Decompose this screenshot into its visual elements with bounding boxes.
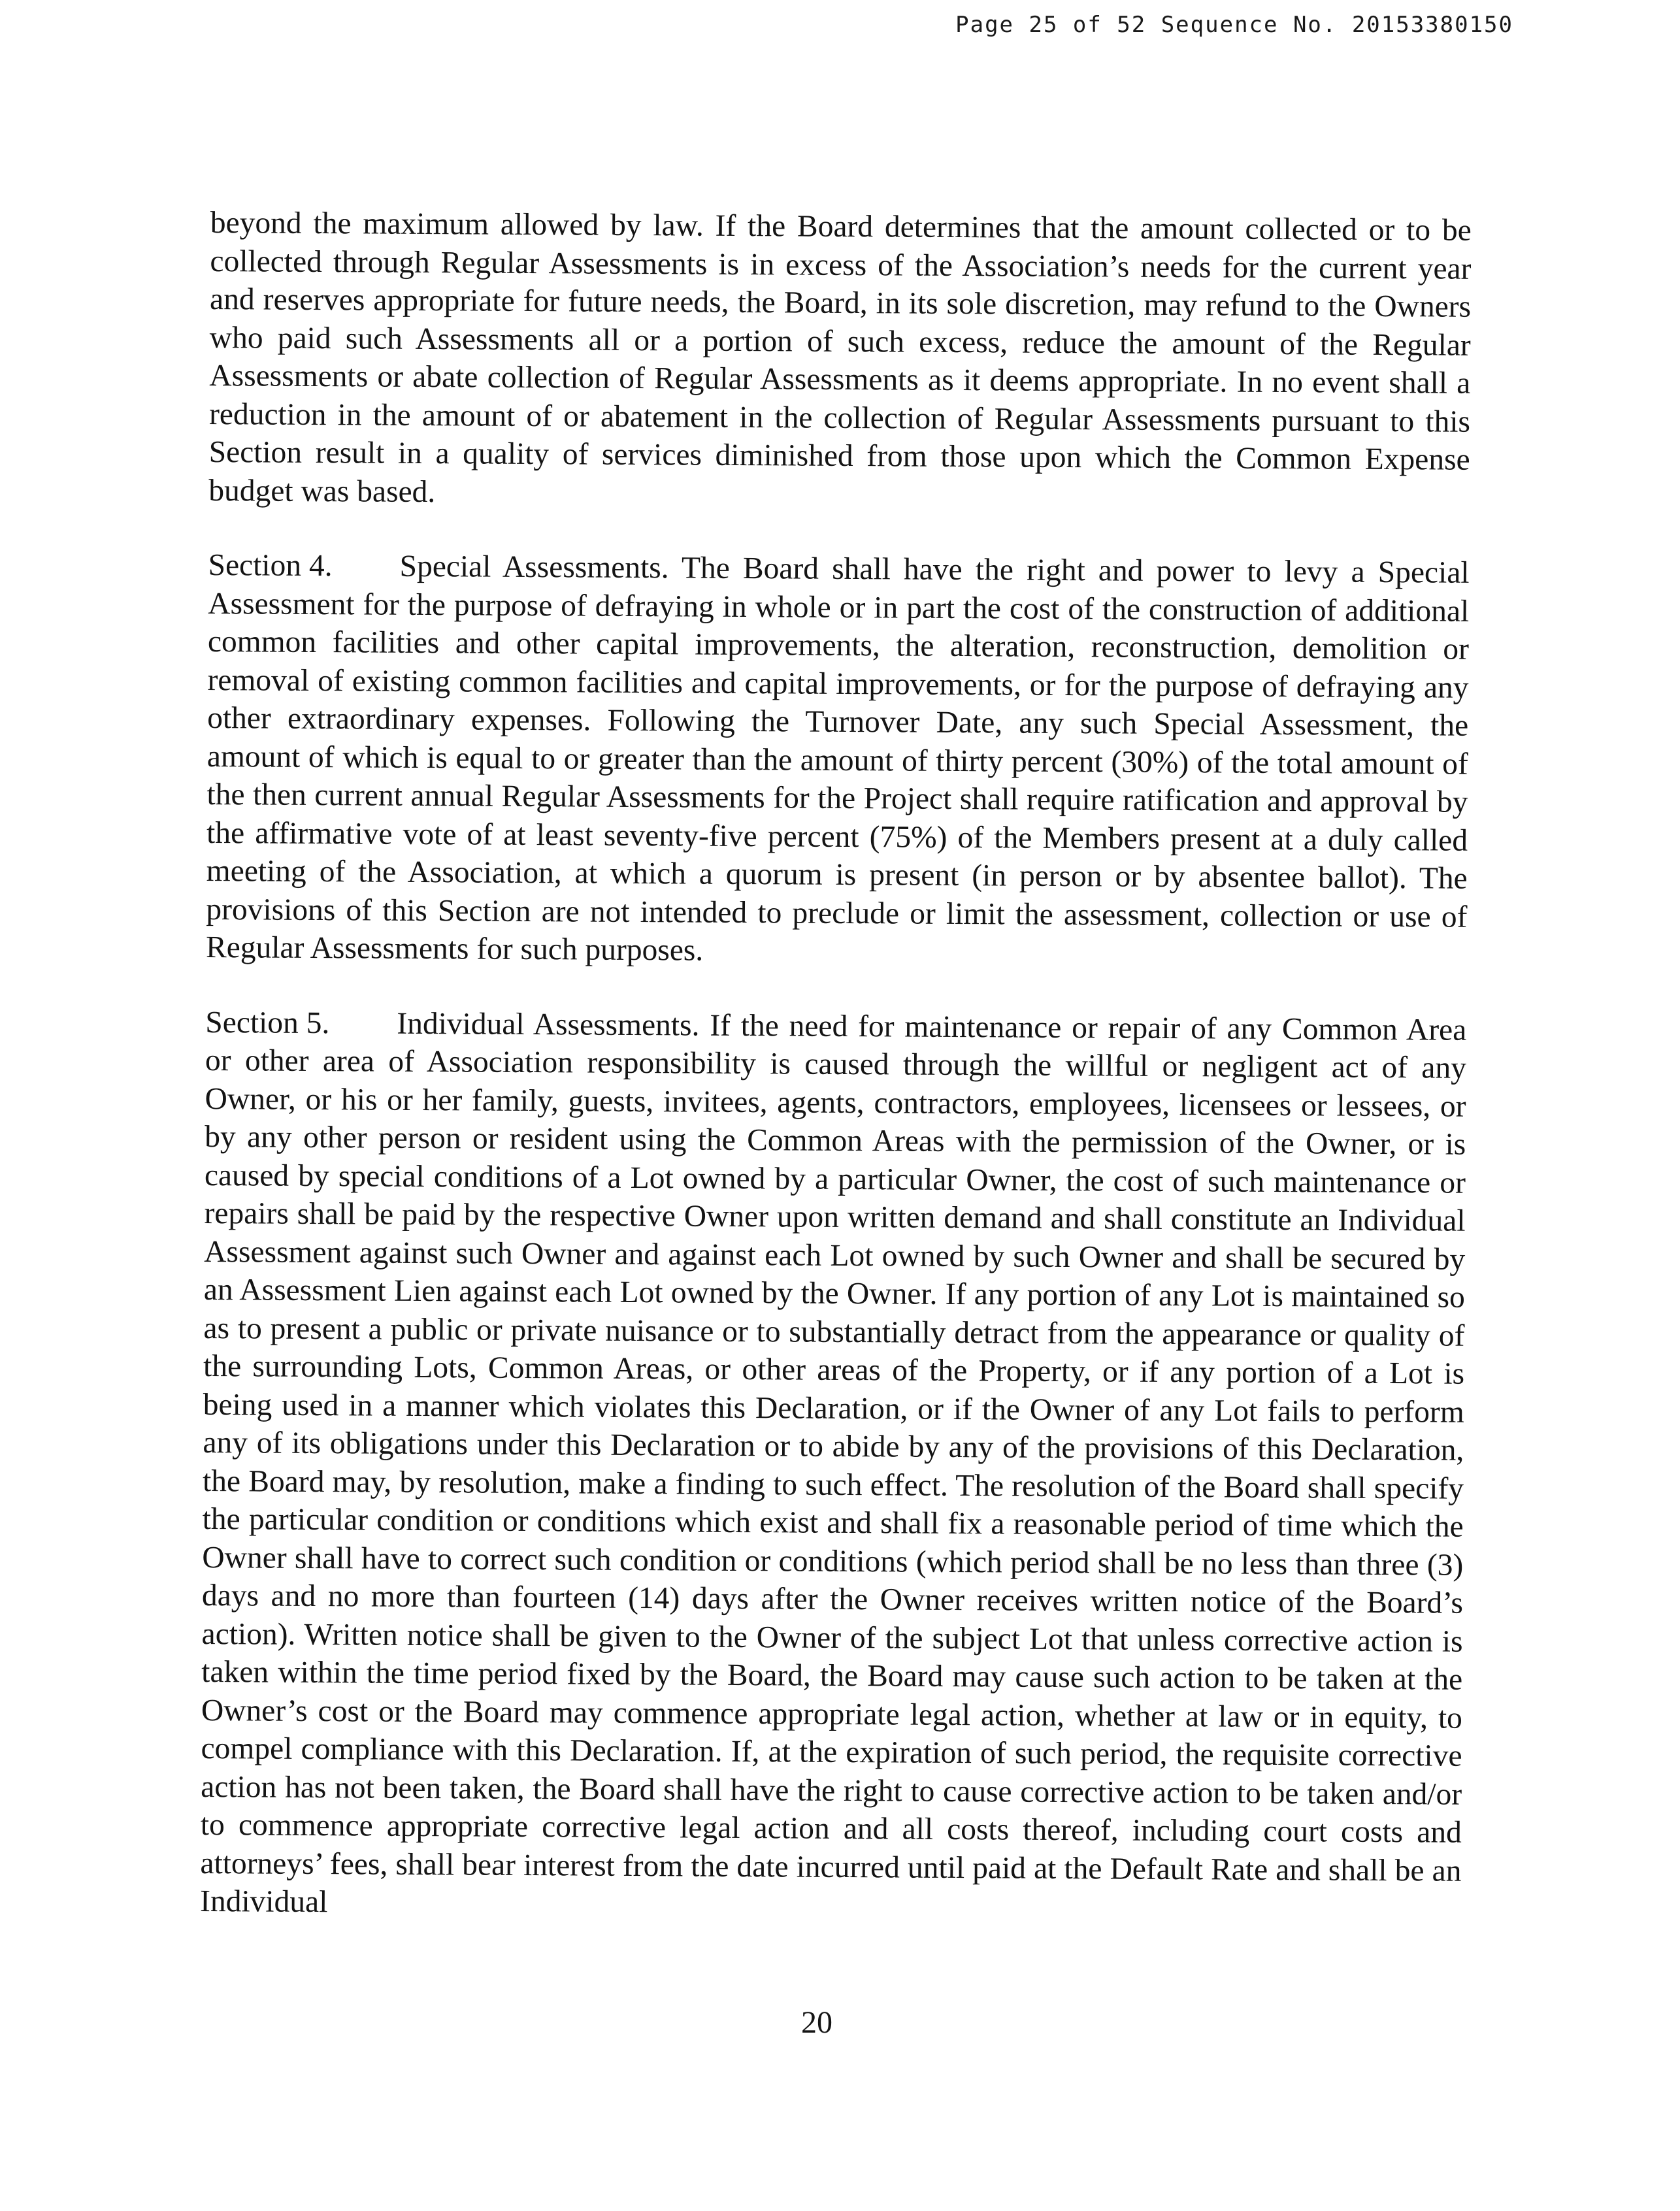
section-5-number: Section 5. xyxy=(205,1005,330,1040)
page-sequence-header: Page 25 of 52 Sequence No. 20153380150 xyxy=(955,12,1513,38)
section-5-text: Individual Assessments. If the need for maintenance or repair of any Common Area or other area of Association responsibility is caused through the willful or negligent act of any Owner, or his or her family, guests, invitees, agents, contractors, employees, licensees or lessees, or by any other person or resident using the Common Areas with the permission of the Owner, or is caused by special conditions of a Lot owned by a particular Owner, the cost of such maintenance or repairs shall be paid by the respective Owner upon written demand and shall constitute an Individual Assessment against such Owner and against each Lot owned by such Owner and shall be secured by an Assessment Lien against each Lot owned by the Owner. If any portion of any Lot is maintained so as to present a public or private nuisance or to substantially detract from the appearance or quality of the surrounding Lots, Common Areas, or other areas of the Property, or if any portion of a Lot is being used in a manner which violates this Declaration, or if the Owner of any Lot fails to perform any of its obligations under this Declaration or to abide by any of the provisions of this Declaration, the Board may, by resolution, make a finding to such effect. The resolution of the Board shall specify the particular condition or conditions which exist and shall fix a reasonable period of time which the Owner shall have to correct such condition or conditions (which period shall be no less than three (3) days and no more than fourteen (14) days after the Owner receives written notice of the Board’s action). Written notice shall be given to the Owner of the subject Lot that unless corrective action is taken within the time period fixed by the Board, the Board may cause such action to be taken at the Owner’s cost or the Board may commence appropriate legal action, whether at law or in equity, to compel compliance with this Declaration. If, at the expiration of such period, the requisite corrective action has not been taken, the Board shall have the right to cause corrective action to be taken and/or to commence appropriate corrective legal action and all costs thereof, including court costs and attorneys’ fees, shall bear interest from the date incurred until paid at the Default Rate and shall be an Individual xyxy=(199,1006,1467,1920)
paragraph-section-5 xyxy=(200,1003,1467,1928)
section-4-number: Section 4. xyxy=(208,548,333,583)
paragraph-continuation: beyond the maximum allowed by law. If the Board determines that the amount collected or to be collected through Regular Assessments is in excess of the Association’s needs for the current year and reserves appropriate for future needs, the Board, in its sole discretion, may refund to the Owners who paid such Assessments all or a portion of such excess, reduce the amount of the Regular Assessments or abate collection of Regular Assessments as it deems appropriate. In no event shall a reduction in the amount of or abatement in the collection of Regular Assessments pursuant to this Section result in a quality of services diminished from those upon which the Common Expense budget was based. xyxy=(208,205,1472,509)
paragraph-section-4 xyxy=(206,546,1470,974)
document-body xyxy=(200,204,1472,1965)
page-number: 20 xyxy=(801,2005,832,2040)
section-4-text: Special Assessments. The Board shall have the right and power to levy a Special Assessment for the purpose of defraying in whole or in part the cost of the construction of additional common facilities and other capital improvements, the alteration, reconstruction, demolition or removal of existing common facilities and capital improvements, or for the purpose of defraying any other extraordinary expenses. Following the Turnover Date, any such Special Assessment, the amount of which is equal to or greater than the amount of thirty percent (30%) of the total amount of the then current annual Regular Assessments for the Project shall require ratification and approval by the affirmative vote of at least seventy-five percent (75%) of the Members present at a duly called meeting of the Association, at which a quorum is present (in person or by absentee ballot). The provisions of this Section are not intended to preclude or limit the assessment, collection or use of Regular Assessments for such purposes. xyxy=(205,549,1470,968)
